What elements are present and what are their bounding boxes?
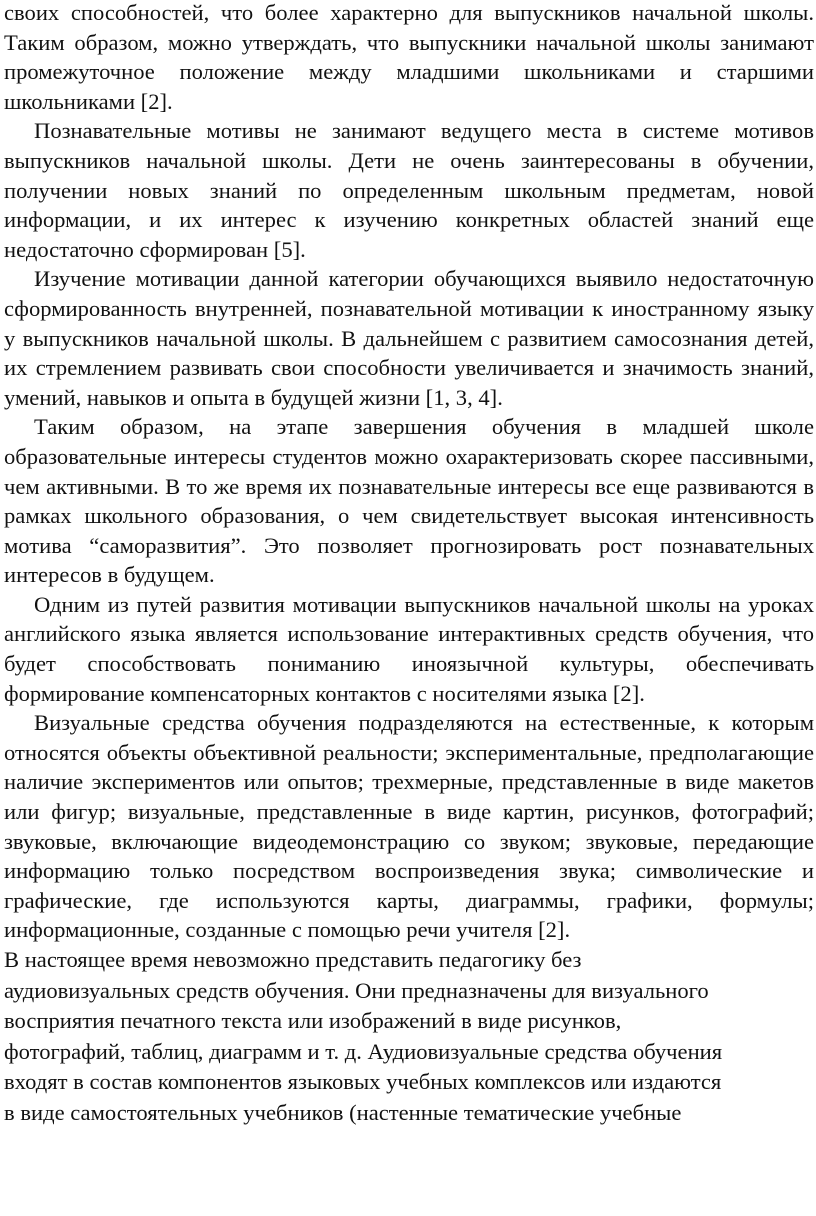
text-line: восприятия печатного текста или изображений в виде рисунков, — [4, 1008, 622, 1033]
text-line: В настоящее время невозможно представить педагогику без — [4, 947, 582, 972]
text-line: аудиовизуальных средств обучения. Они предназначены для визуального — [4, 977, 709, 1003]
paragraph-4: Таким образом, на этапе завершения обучения в младшей школе образовательные интересы студентов можно охарактеризовать скорее пассивными, чем активными. В то же время их познавательные интересы все еще развиваются в рамках школьного образования, о чем свидетельствует высокая интенсивность мотива “саморазвития”. Это позволяет прогнозировать рост познавательных интересов в будущем. — [4, 414, 814, 588]
paragraph-2: Познавательные мотивы не занимают ведущего места в системе мотивов выпускников начальной школы. Дети не очень заинтересованы в обучении, получении новых знаний по определенным школьным предметам, новой информации, и их интерес к изучению конкретных областей знаний еще недостаточно сформирован [5]. — [4, 118, 814, 262]
paragraph-7 — [4, 945, 814, 1128]
paragraph-3: Изучение мотивации данной категории обучающихся выявило недостаточную сформированность внутренней, познавательной мотивации к иностранному языку у выпускников начальной школы. В дальнейшем с развитием самосознания детей, их стремлением развивать свои способности увеличивается и значимость знаний, умений, навыков и опыта в будущей жизни [1, 3, 4]. — [4, 266, 814, 410]
text-line: входят в состав компонентов языковых учебных комплексов или издаются — [4, 1069, 722, 1094]
paragraph-6: Визуальные средства обучения подразделяются на естественные, к которым относятся объекты объективной реальности; экспериментальные, предполагающие наличие экспериментов или опытов; трехмерные, представленные в виде макетов или фигур; визуальные, представленные в виде картин, рисунков, фотографий; звуковые, включающие видеодемонстрацию со звуком; звуковые, передающие информацию только посредством воспроизведения звука; символические и графические, где используются карты, диаграммы, графики, формулы; информационные, созданные с помощью речи учителя [2]. — [4, 710, 814, 943]
paragraph-5: Одним из путей развития мотивации выпускников начальной школы на уроках английского языка является использование интерактивных средств обучения, что будет способствовать пониманию иноязычной культуры, обеспечивать формирование компенсаторных контактов с носителями языка [2]. — [4, 591, 814, 706]
text-line: фотографий, таблиц, диаграмм и т. д. Аудиовизуальные средства обучения — [4, 1038, 723, 1064]
text-line: в виде самостоятельных учебников (настенные тематические учебные — [4, 1099, 682, 1125]
paragraph-1: своих способностей, что более характерно для выпускников начальной школы. Таким образом, можно утверждать, что выпускники начальной школы занимают промежуточное положение между младшими школьниками и старшими школьниками [2]. — [4, 0, 814, 114]
